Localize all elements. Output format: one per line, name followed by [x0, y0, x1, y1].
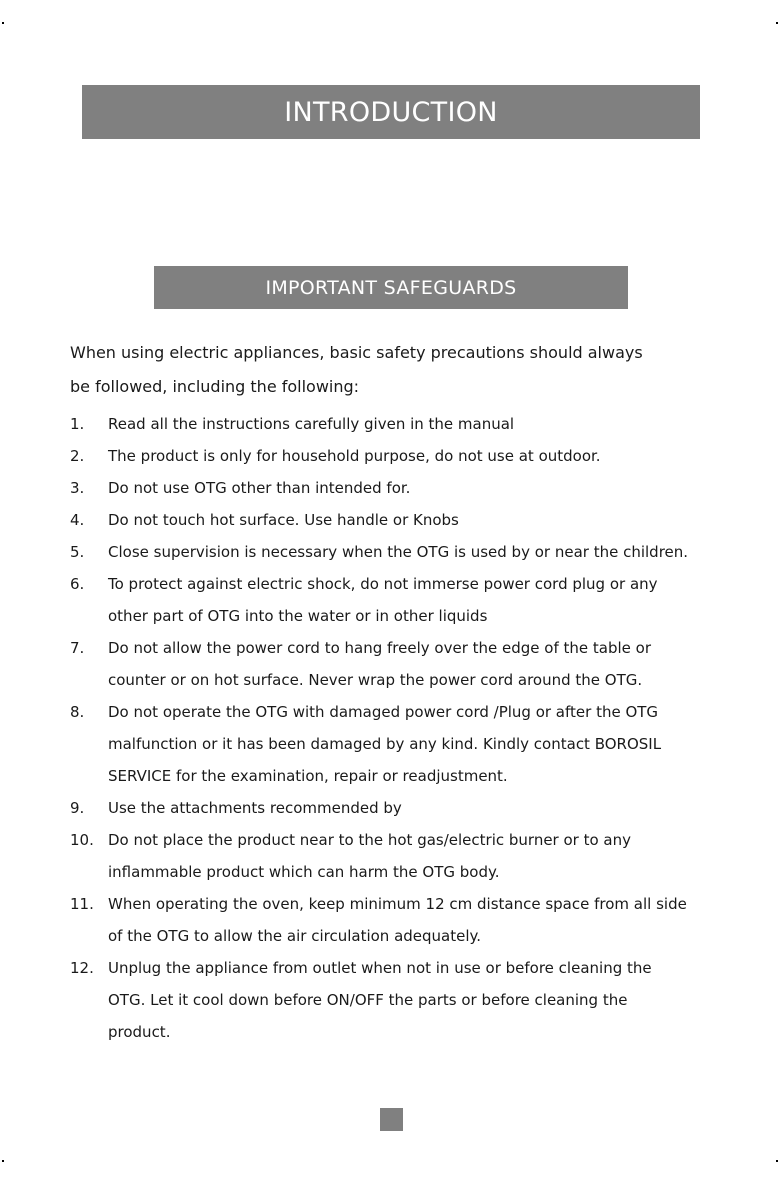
- item-text: product.: [108, 1023, 171, 1041]
- item-text: Do not allow the power cord to hang freely over the edge of the table or: [108, 639, 651, 657]
- item-text: inflammable product which can harm the OTG body.: [108, 863, 500, 881]
- item-number: 8.: [70, 703, 85, 721]
- intro-paragraph: [70, 336, 750, 404]
- introduction-banner: [82, 85, 700, 139]
- item-text: Use the attachments recommended by: [108, 799, 402, 817]
- item-text: Do not use OTG other than intended for.: [108, 479, 411, 497]
- item-text: other part of OTG into the water or in other liquids: [108, 607, 488, 625]
- item-text: OTG. Let it cool down before ON/OFF the parts or before cleaning the: [108, 991, 628, 1009]
- item-number: 1.: [70, 415, 85, 433]
- item-text: When operating the oven, keep minimum 12 cm distance space from all side: [108, 895, 687, 913]
- page-title: INTRODUCTION: [284, 96, 498, 128]
- item-number: 4.: [70, 511, 85, 529]
- item-number: 5.: [70, 543, 85, 561]
- list-item: [70, 568, 770, 632]
- item-text: counter or on hot surface. Never wrap the power cord around the OTG.: [108, 671, 643, 689]
- page-number-box: [380, 1108, 403, 1131]
- item-text: of the OTG to allow the air circulation adequately.: [108, 927, 482, 945]
- safeguards-list: [70, 408, 770, 1048]
- item-number: 9.: [70, 799, 85, 817]
- intro-line: be followed, including the following:: [70, 377, 360, 396]
- item-number: 10.: [70, 831, 94, 849]
- list-item: [70, 792, 770, 824]
- list-item: [70, 408, 770, 440]
- crop-mark-top-right: [776, 22, 778, 24]
- item-text: Read all the instructions carefully given in the manual: [108, 415, 515, 433]
- section-title: IMPORTANT SAFEGUARDS: [265, 276, 517, 299]
- item-number: 12.: [70, 959, 94, 977]
- item-number: 3.: [70, 479, 85, 497]
- crop-mark-bottom-left: [2, 1160, 4, 1162]
- item-number: 2.: [70, 447, 85, 465]
- item-text: Do not touch hot surface. Use handle or Knobs: [108, 511, 459, 529]
- safeguards-banner: [154, 266, 628, 309]
- item-text: To protect against electric shock, do not immerse power cord plug or any: [108, 575, 658, 593]
- list-item: [70, 696, 770, 792]
- item-number: 11.: [70, 895, 94, 913]
- item-text: The product is only for household purpose, do not use at outdoor.: [108, 447, 601, 465]
- crop-mark-bottom-right: [776, 1160, 778, 1162]
- list-item: [70, 824, 770, 888]
- list-item: [70, 440, 770, 472]
- item-text: Unplug the appliance from outlet when not in use or before cleaning the: [108, 959, 652, 977]
- list-item: [70, 472, 770, 504]
- item-text: SERVICE for the examination, repair or readjustment.: [108, 767, 508, 785]
- list-item: [70, 952, 770, 1048]
- list-item: [70, 888, 770, 952]
- item-number: 6.: [70, 575, 85, 593]
- list-item: [70, 504, 770, 536]
- list-item: [70, 632, 770, 696]
- item-text: Close supervision is necessary when the OTG is used by or near the children.: [108, 543, 689, 561]
- crop-mark-top-left: [2, 22, 4, 24]
- intro-line: When using electric appliances, basic safety precautions should always: [70, 343, 643, 362]
- item-text: malfunction or it has been damaged by any kind. Kindly contact BOROSIL: [108, 735, 662, 753]
- item-text: Do not operate the OTG with damaged power cord /Plug or after the OTG: [108, 703, 659, 721]
- item-text: Do not place the product near to the hot gas/electric burner or to any: [108, 831, 632, 849]
- item-number: 7.: [70, 639, 85, 657]
- list-item: [70, 536, 770, 568]
